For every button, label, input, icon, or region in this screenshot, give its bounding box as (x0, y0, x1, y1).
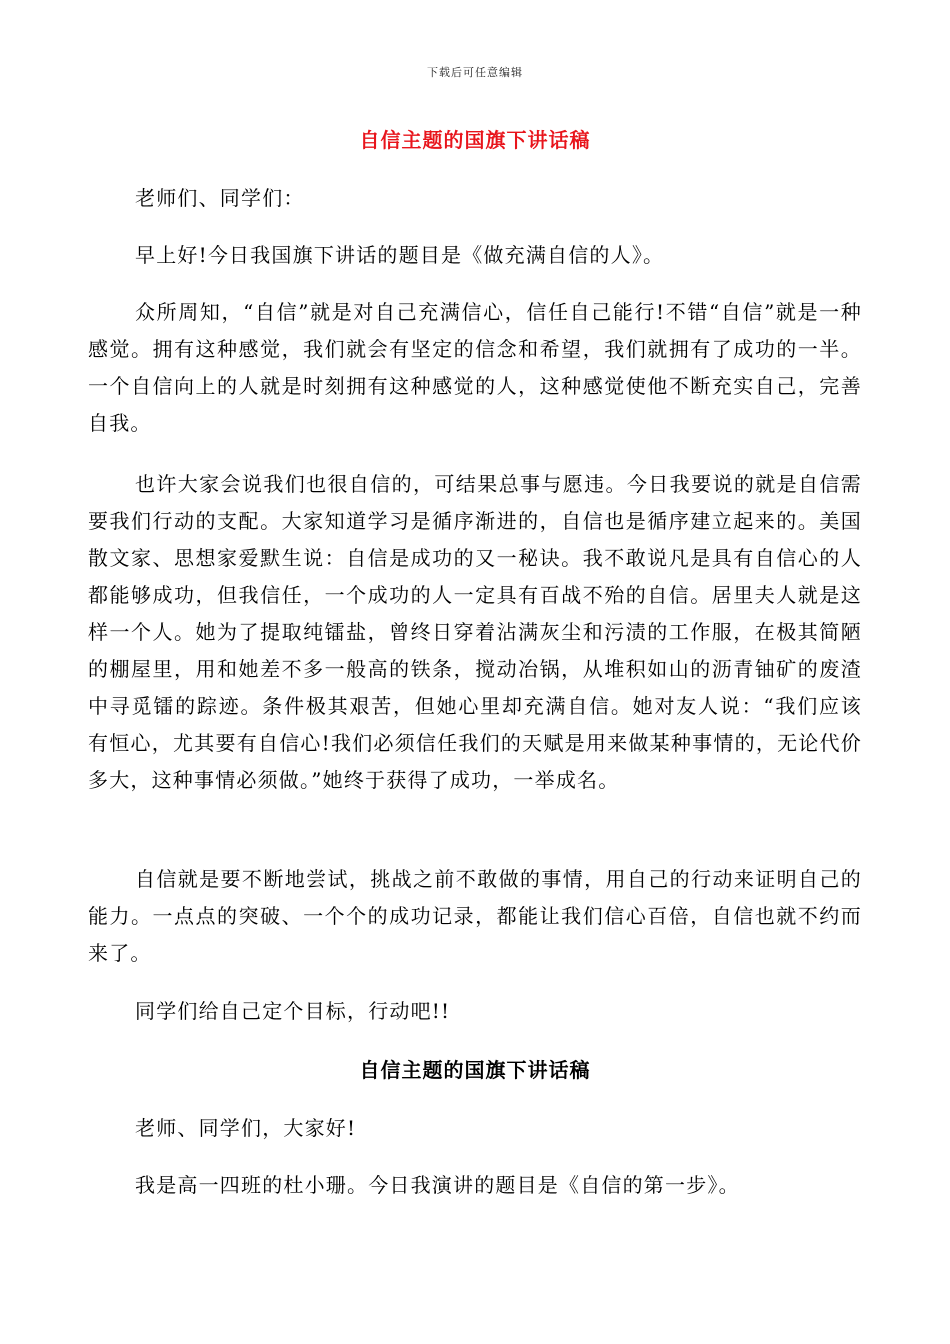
body-paragraph-3: 自信就是要不断地尝试，挑战之前不敢做的事情，用自己的行动来证明自己的能力。一点点的突破、一个个的成功记录，都能让我们信心百倍，自信也就不约而来了。 (88, 867, 862, 965)
second-title: 自信主题的国旗下讲话稿 (359, 1058, 591, 1082)
page-header: 下载后可任意编辑 (427, 66, 523, 79)
intro-paragraph: 早上好!今日我国旗下讲话的题目是《做充满自信的人》。 (135, 243, 665, 267)
document-title: 自信主题的国旗下讲话稿 (359, 128, 591, 152)
second-greeting-paragraph: 老师、同学们，大家好! (135, 1116, 357, 1140)
body-paragraph-1: 众所周知，“自信”就是对自己充满信心，信任自己能行!不错“自信”就是一种感觉。拥有这种感觉，我们就会有坚定的信念和希望，我们就拥有了成功的一半。一个自信向上的人就是时刻拥有这种感觉的人，这种感觉使他不断充实自己，完善自我。 (88, 300, 862, 435)
body-paragraph-2: 也许大家会说我们也很自信的，可结果总事与愿违。今日我要说的就是自信需要我们行动的支配。大家知道学习是循序渐进的，自信也是循序建立起来的。美国散文家、思想家爱默生说：自信是成功的又一秘诀。我不敢说凡是具有自信心的人都能够成功，但我信任，一个成功的人一定具有百战不殆的自信。居里夫人就是这样一个人。她为了提取纯镭盐，曾终日穿着沾满灰尘和污渍的工作服，在极其简陋的棚屋里，用和她差不多一般高的铁条，搅动冶锅，从堆积如山的沥青铀矿的废渣中寻觅镭的踪迹。条件极其艰苦，但她心里却充满自信。她对友人说：“我们应该有恒心，尤其要有自信心!我们必须信任我们的天赋是用来做某种事情的，无论代价多大，这种事情必须做。”她终于获得了成功，一举成名。 (88, 472, 862, 792)
greeting-paragraph: 老师们、同学们： (135, 186, 305, 210)
second-intro-paragraph: 我是高一四班的杜小珊。今日我演讲的题目是《自信的第一步》。 (135, 1173, 740, 1197)
closing-paragraph: 同学们给自己定个目标，行动吧!! (135, 999, 451, 1023)
